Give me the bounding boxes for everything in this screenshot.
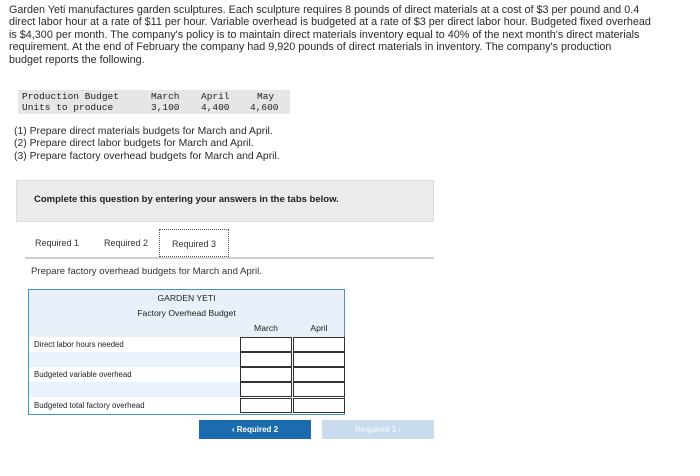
problem-line: requirement. At the end of February the company had 9,920 pounds of direct materials in inventory. The company's production (9, 41, 612, 54)
total-overhead-march-input[interactable] (240, 398, 292, 413)
row-label-direct-labor-hours: Direct labor hours needed (34, 340, 124, 349)
extra-april-input[interactable] (293, 352, 345, 367)
extra-march-input[interactable] (240, 352, 292, 367)
production-budget-title: Production Budget (22, 91, 119, 102)
sheet-header (29, 290, 344, 337)
tab-required-3[interactable]: Required 3 (159, 229, 229, 257)
column-header-april: April (310, 323, 328, 333)
units-april: 4,400 (201, 102, 230, 113)
direct-labor-hours-march-input[interactable] (240, 337, 292, 352)
requirement-item: (2) Prepare direct labor budgets for March and April. (14, 138, 254, 150)
factory-overhead-budget-sheet (28, 289, 345, 415)
problem-line: is $4,300 per month. The company's policy is to maintain direct materials inventory equal to 40% of the next month's direct materials (9, 28, 640, 41)
tab-required-2[interactable]: Required 2 (103, 238, 149, 248)
row-label-budgeted-variable-overhead: Budgeted variable overhead (34, 370, 132, 379)
fixed-overhead-april-input[interactable] (293, 382, 345, 397)
requirement-item: (3) Prepare factory overhead budgets for March and April. (14, 150, 280, 162)
problem-line: budget reports the following. (9, 53, 145, 66)
month-header-march: March (151, 91, 180, 102)
previous-required-2-button[interactable]: ‹ Required 2 (199, 420, 311, 439)
production-budget-table (18, 90, 290, 114)
units-march: 3,100 (151, 102, 180, 113)
instruction-panel (16, 180, 434, 222)
next-required-3-button[interactable]: Required 3 › (322, 420, 434, 439)
variable-overhead-april-input[interactable] (293, 367, 345, 382)
units-to-produce-label: Units to produce (22, 102, 114, 113)
requirement-item: (1) Prepare direct materials budgets for March and April. (14, 126, 273, 137)
fixed-overhead-march-input[interactable] (240, 382, 292, 397)
month-header-may: May (257, 91, 275, 102)
total-overhead-april-input[interactable] (293, 398, 345, 413)
tab-required-1[interactable]: Required 1 (34, 238, 80, 248)
requirements-list (14, 126, 280, 163)
units-may: 4,600 (250, 102, 279, 113)
budget-title: Factory Overhead Budget (137, 308, 236, 318)
problem-text (9, 4, 700, 66)
row-label-budgeted-total-factory-overhead: Budgeted total factory overhead (34, 401, 145, 410)
instruction-text: Prepare factory overhead budgets for March and April. (31, 266, 262, 277)
column-header-march: March (254, 323, 278, 333)
variable-overhead-march-input[interactable] (240, 367, 292, 382)
panel-title: Complete this question by entering your answers in the tabs below. (34, 194, 339, 205)
direct-labor-hours-april-input[interactable] (293, 337, 345, 352)
problem-line: Garden Yeti manufactures garden sculptures. Each sculpture requires 8 pounds of direct materials at a cost of $3 per pound and 0.4 (9, 4, 640, 16)
company-name: GARDEN YETI (157, 293, 216, 303)
month-header-april: April (201, 91, 230, 102)
tab-divider (25, 257, 434, 259)
problem-line: direct labor hour at a rate of $11 per hour. Variable overhead is budgeted at a rate of $3 per direct labor hour. Budgeted fixed overhead (9, 16, 651, 29)
